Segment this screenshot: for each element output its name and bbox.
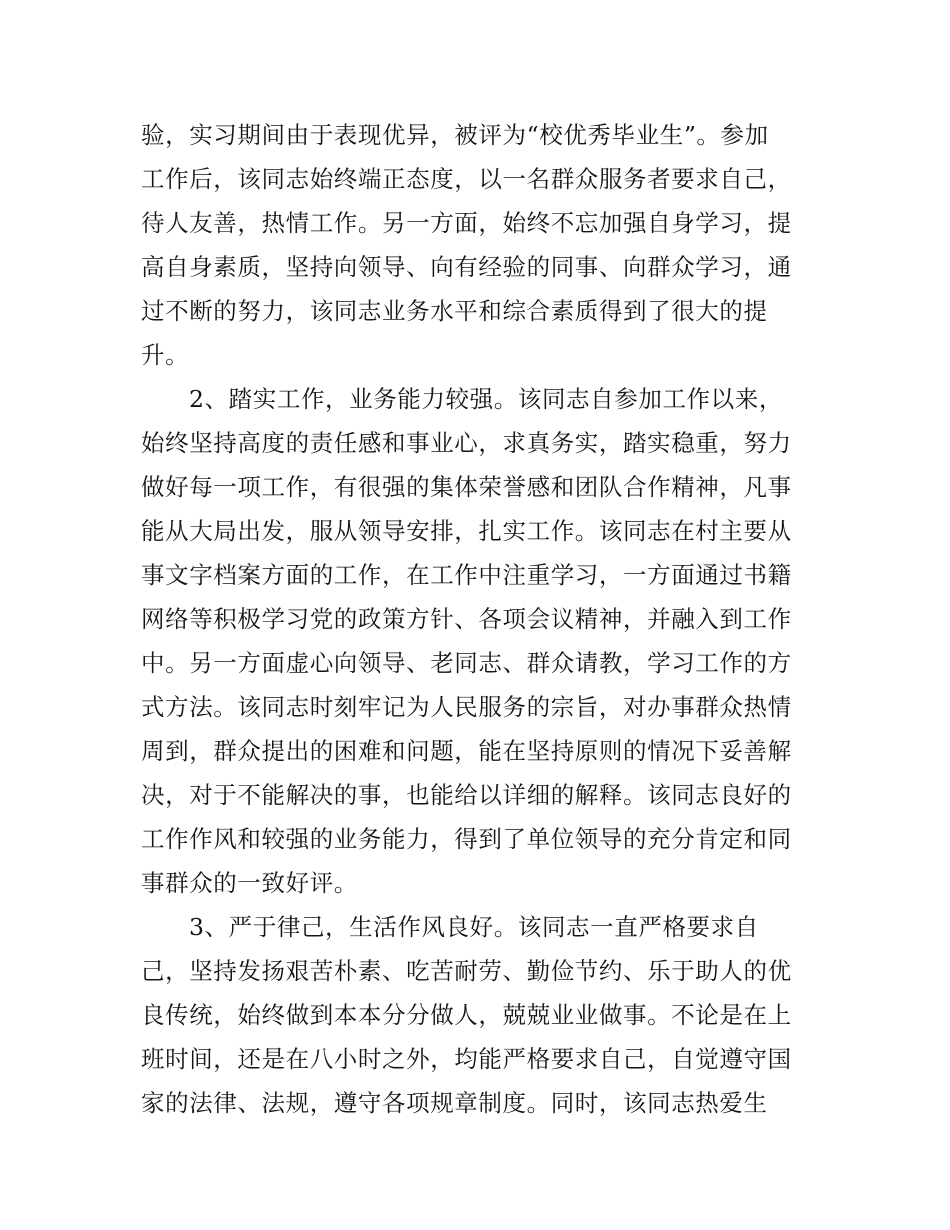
text-line: 做好每一项工作，有很强的集体荣誉感和团队合作精神，凡事 — [141, 473, 792, 501]
text-line: 己，坚持发扬艰苦朴素、吃苦耐劳、勤俭节约、乐于助人的优 — [141, 957, 792, 985]
text-line: 良传统，始终做到本本分分做人，兢兢业业做事。不论是在上 — [141, 1001, 792, 1029]
text-line: 升。 — [141, 341, 190, 369]
paragraph-3-heading: 3、严于律己，生活作风良好。该同志一直严格要求自 — [189, 913, 759, 941]
text-line: 验，实习期间由于表现优异，被评为“校优秀毕业生”。参加 — [141, 121, 769, 149]
text-line: 始终坚持高度的责任感和事业心，求真务实，踏实稳重，努力 — [141, 429, 792, 457]
text-line: 网络等积极学习党的政策方针、各项会议精神，并融入到工作 — [141, 605, 792, 633]
text-line: 式方法。该同志时刻牢记为人民服务的宗旨，对办事群众热情 — [141, 693, 792, 721]
text-line: 事文字档案方面的工作，在工作中注重学习，一方面通过书籍 — [141, 561, 792, 589]
text-line: 高自身素质，坚持向领导、向有经验的同事、向群众学习，通 — [141, 253, 792, 281]
text-line: 周到，群众提出的困难和问题，能在坚持原则的情况下妥善解 — [141, 737, 792, 765]
text-line: 家的法律、法规，遵守各项规章制度。同时，该同志热爱生 — [141, 1089, 768, 1117]
text-line: 工作作风和较强的业务能力，得到了单位领导的充分肯定和同 — [141, 825, 792, 853]
text-line: 待人友善，热情工作。另一方面，始终不忘加强自身学习，提 — [141, 209, 792, 237]
paragraph-2-heading: 2、踏实工作，业务能力较强。该同志自参加工作以来， — [189, 385, 783, 413]
text-line: 中。另一方面虚心向领导、老同志、群众请教，学习工作的方 — [141, 649, 792, 677]
text-line: 决，对于不能解决的事，也能给以详细的解释。该同志良好的 — [141, 781, 792, 809]
text-line: 过不断的努力，该同志业务水平和综合素质得到了很大的提 — [141, 297, 768, 325]
text-line: 工作后，该同志始终端正态度，以一名群众服务者要求自己， — [141, 165, 792, 193]
text-line: 事群众的一致好评。 — [141, 869, 358, 897]
text-line: 班时间，还是在八小时之外，均能严格要求自己，自觉遵守国 — [141, 1045, 792, 1073]
text-line: 能从大局出发，服从领导安排，扎实工作。该同志在村主要从 — [141, 517, 792, 545]
